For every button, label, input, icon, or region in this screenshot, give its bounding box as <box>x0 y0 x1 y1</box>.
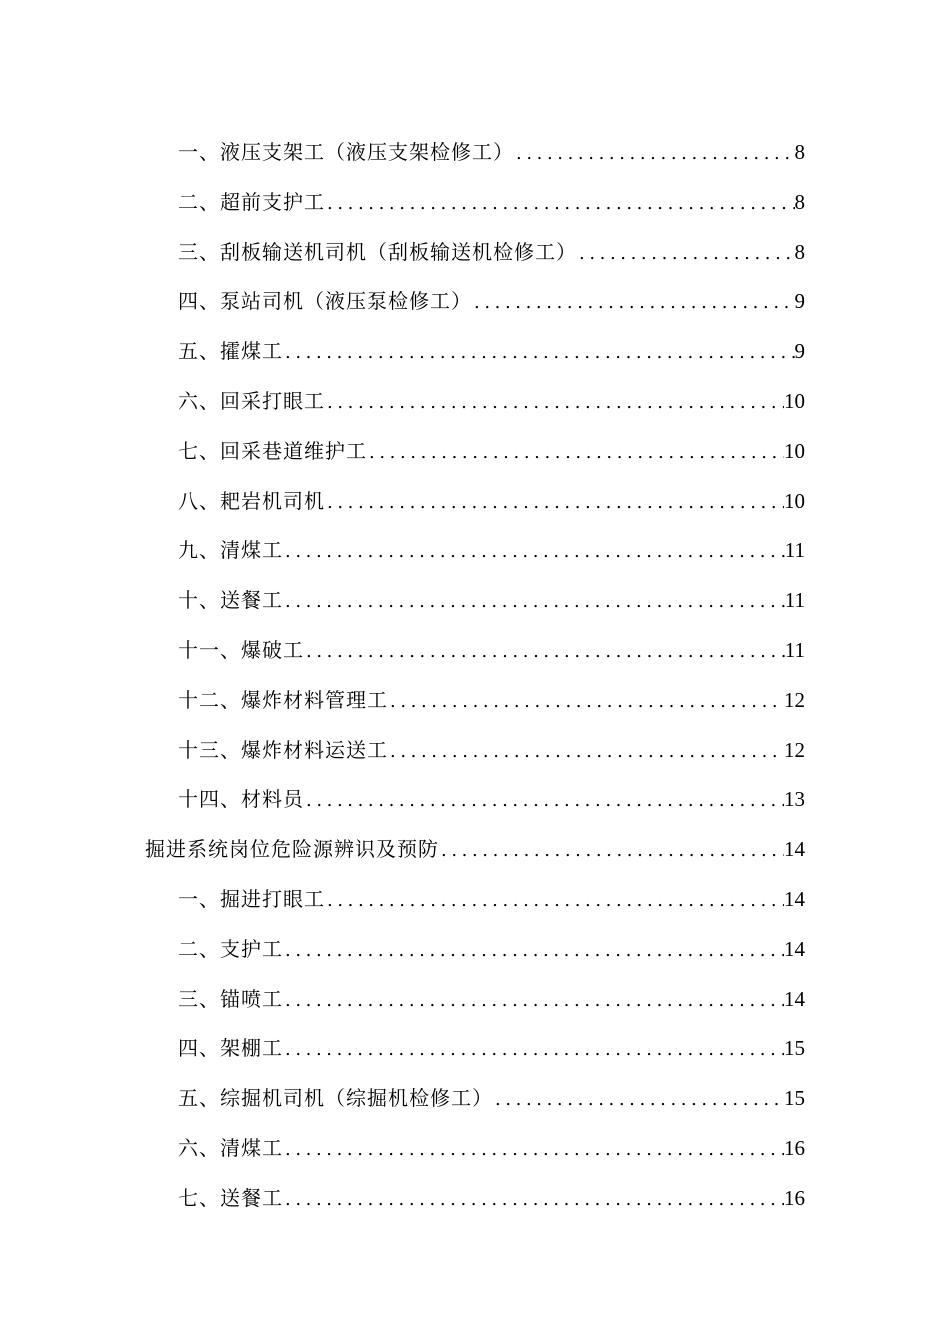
toc-entry[interactable] <box>0 477 950 527</box>
toc-page-number: 13 <box>784 787 805 812</box>
toc-page-number: 14 <box>784 936 805 961</box>
toc-dot-leader <box>304 787 784 815</box>
toc-dot-leader <box>325 389 784 417</box>
toc-entry-title: 十二、爆炸材料管理工 <box>178 687 388 712</box>
toc-page-number: 15 <box>784 1086 805 1111</box>
toc-entry[interactable] <box>0 1074 950 1124</box>
toc-section-entry[interactable] <box>0 825 950 875</box>
toc-entry-title: 二、超前支护工 <box>178 189 325 214</box>
toc-page-number: 10 <box>784 438 805 463</box>
toc-entry-title: 二、支护工 <box>178 936 283 961</box>
toc-dot-leader <box>367 439 784 467</box>
table-of-contents <box>0 128 950 1224</box>
toc-entry-title: 九、清煤工 <box>178 538 283 563</box>
toc-entry[interactable] <box>0 1124 950 1174</box>
toc-entry-title: 十三、爆炸材料运送工 <box>178 737 388 762</box>
toc-page-number: 15 <box>784 1036 805 1061</box>
toc-entry[interactable] <box>0 626 950 676</box>
toc-page-number: 11 <box>784 588 805 613</box>
toc-entry-title: 十四、材料员 <box>178 787 304 812</box>
toc-entry-title: 六、清煤工 <box>178 1135 283 1160</box>
toc-dot-leader <box>283 1186 784 1214</box>
toc-dot-leader <box>325 190 795 218</box>
toc-dot-leader <box>283 1136 784 1164</box>
toc-dot-leader <box>283 1036 784 1064</box>
toc-entry-title: 一、液压支架工（液压支架检修工） <box>178 140 514 164</box>
toc-entry[interactable] <box>0 775 950 825</box>
toc-dot-leader <box>283 588 785 616</box>
toc-page-number: 12 <box>784 687 805 712</box>
toc-page-number: 11 <box>784 538 805 563</box>
toc-dot-leader <box>283 538 785 566</box>
toc-entry-title: 一、掘进打眼工 <box>178 886 325 911</box>
toc-entry[interactable] <box>0 178 950 228</box>
toc-page-number: 9 <box>794 289 805 314</box>
toc-dot-leader <box>472 289 795 317</box>
toc-dot-leader <box>304 638 785 666</box>
toc-page-number: 9 <box>794 339 805 364</box>
toc-entry[interactable] <box>0 427 950 477</box>
toc-dot-leader <box>325 887 784 915</box>
toc-page-number: 14 <box>784 986 805 1011</box>
toc-entry-title: 六、回采打眼工 <box>178 388 325 413</box>
toc-dot-leader <box>493 1086 784 1114</box>
toc-dot-leader <box>283 339 795 367</box>
toc-entry-title: 三、刮板输送机司机（刮板输送机检修工） <box>178 239 577 264</box>
toc-entry[interactable] <box>0 1174 950 1224</box>
toc-page-number: 10 <box>784 388 805 413</box>
toc-entry-title: 八、耙岩机司机 <box>178 488 325 513</box>
toc-page-number: 12 <box>784 737 805 762</box>
toc-entry[interactable] <box>0 327 950 377</box>
toc-dot-leader <box>514 140 795 168</box>
toc-entry[interactable] <box>0 676 950 726</box>
toc-entry-title: 七、回采巷道维护工 <box>178 438 367 463</box>
toc-entry-title: 三、锚喷工 <box>178 986 283 1011</box>
toc-page-number: 8 <box>794 239 805 264</box>
toc-dot-leader <box>325 489 784 517</box>
toc-page-number: 10 <box>784 488 805 513</box>
toc-entry-title: 十一、爆破工 <box>178 637 304 662</box>
toc-entry-title: 四、架棚工 <box>178 1036 283 1061</box>
toc-entry[interactable] <box>0 526 950 576</box>
toc-entry-title: 五、综掘机司机（综掘机检修工） <box>178 1086 493 1111</box>
toc-entry-title: 四、泵站司机（液压泵检修工） <box>178 289 472 314</box>
toc-entry-title: 十、送餐工 <box>178 588 283 613</box>
toc-entry[interactable] <box>0 128 950 178</box>
toc-entry[interactable] <box>0 975 950 1025</box>
toc-dot-leader <box>439 837 784 865</box>
toc-page-number: 16 <box>784 1185 805 1210</box>
toc-page-number: 14 <box>784 886 805 911</box>
toc-page-number: 16 <box>784 1135 805 1160</box>
toc-entry[interactable] <box>0 228 950 278</box>
toc-page-number: 11 <box>784 637 805 662</box>
toc-entry[interactable] <box>0 875 950 925</box>
toc-dot-leader <box>388 688 784 716</box>
toc-dot-leader <box>283 987 784 1015</box>
toc-entry[interactable] <box>0 1024 950 1074</box>
toc-page-number: 8 <box>794 189 805 214</box>
toc-page-number: 8 <box>794 140 805 164</box>
toc-dot-leader <box>283 937 784 965</box>
toc-entry[interactable] <box>0 726 950 776</box>
toc-dot-leader <box>577 240 795 268</box>
toc-entry-title: 五、攉煤工 <box>178 339 283 364</box>
toc-entry[interactable] <box>0 377 950 427</box>
toc-page-number: 14 <box>784 837 805 862</box>
toc-entry[interactable] <box>0 925 950 975</box>
toc-entry-title: 七、送餐工 <box>178 1185 283 1210</box>
toc-entry[interactable] <box>0 277 950 327</box>
toc-entry[interactable] <box>0 576 950 626</box>
toc-dot-leader <box>388 738 784 766</box>
toc-section-title: 掘进系统岗位危险源辨识及预防 <box>145 837 439 862</box>
